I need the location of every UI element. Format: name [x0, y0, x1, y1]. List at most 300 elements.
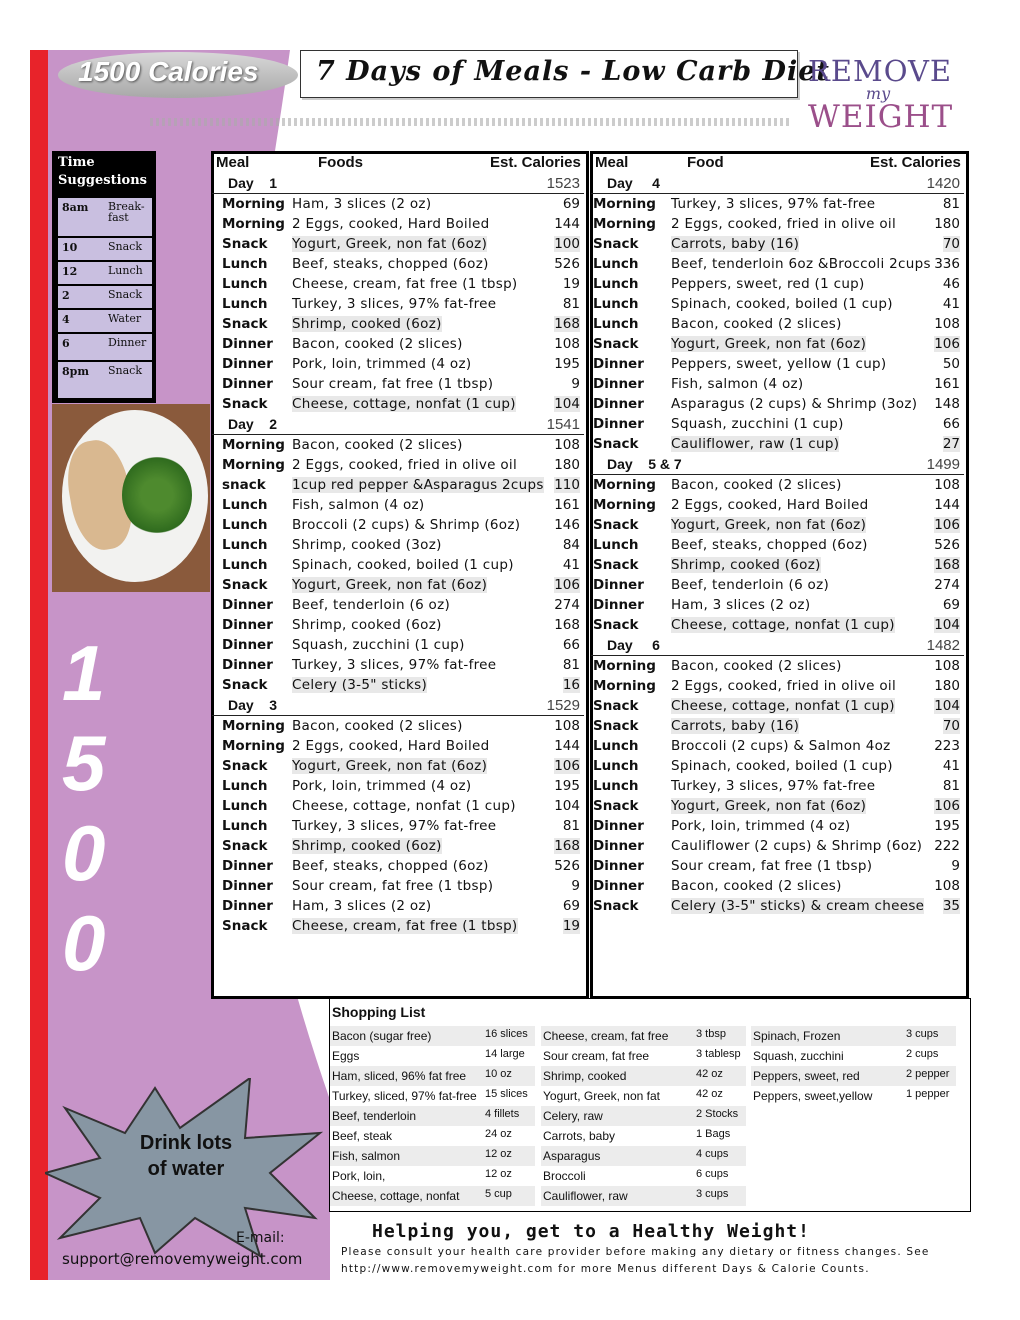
item-quantity: 12 oz	[485, 1168, 512, 1180]
time-row	[58, 238, 152, 261]
food-name: Ham, 3 slices (2 oz)	[671, 597, 811, 613]
meal-type: Morning	[593, 497, 656, 513]
food-name: Shrimp, cooked (6oz)	[292, 316, 442, 332]
food-name: Sour cream, fat free (1 tbsp)	[292, 878, 494, 894]
meal-type: Lunch	[222, 256, 268, 272]
meal-row	[591, 575, 964, 595]
header-foods: Food	[687, 154, 724, 171]
day-label: Day 5 & 7	[607, 456, 682, 472]
meal-type: Morning	[222, 738, 285, 754]
calories-value: 274	[934, 577, 960, 593]
food-name: Bacon, cooked (2 slices)	[292, 437, 463, 453]
food-name: Peppers, sweet, yellow (1 cup)	[671, 356, 887, 372]
food-name: 2 Eggs, cooked, fried in olive oil	[671, 678, 897, 694]
meal-row	[591, 615, 964, 635]
food-name: Bacon, cooked (2 slices)	[671, 316, 842, 332]
calories-value: 66	[562, 637, 580, 653]
item-quantity: 5 cup	[485, 1188, 512, 1200]
item-name: Bacon (sugar free)	[332, 1029, 432, 1043]
item-quantity: 16 slices	[485, 1028, 528, 1040]
meal-type: Morning	[222, 457, 285, 473]
calories-value: 108	[554, 437, 580, 453]
food-name: Turkey, 3 slices, 97% fat-free	[292, 657, 497, 673]
meal-row	[591, 394, 964, 414]
calories-value: 9	[951, 858, 960, 874]
calories-value: 50	[942, 356, 960, 372]
footer-disclaimer: Please consult your health care provider before making any dietary or fitness changes. See	[341, 1246, 930, 1258]
meal-type: Snack	[222, 577, 268, 593]
item-quantity: 6 cups	[696, 1168, 729, 1180]
calories-value: 222	[934, 838, 960, 854]
calories-value: 84	[562, 537, 580, 553]
item-quantity: 42 oz	[696, 1088, 723, 1100]
meal-type: Lunch	[593, 276, 639, 292]
calories-value: 108	[554, 718, 580, 734]
meal-type: Lunch	[222, 557, 268, 573]
food-name: Celery (3-5" sticks)	[292, 677, 428, 693]
food-name: Yogurt, Greek, non fat (6oz)	[671, 336, 867, 352]
meal-row	[591, 314, 964, 334]
time-meal: Lunch	[108, 264, 143, 277]
shopping-list-item	[330, 1166, 535, 1186]
meal-type: Dinner	[222, 858, 273, 874]
big-digit: 1	[62, 629, 106, 717]
item-name: Beef, steak	[332, 1129, 393, 1143]
meal-type: Lunch	[222, 296, 268, 312]
calories-value: 81	[942, 196, 960, 212]
day-header	[591, 454, 964, 475]
day-header	[591, 635, 964, 656]
meal-type: Lunch	[222, 497, 268, 513]
calories-value: 104	[934, 698, 960, 714]
calories-value: 16	[562, 677, 580, 693]
meal-type: Dinner	[222, 878, 273, 894]
shopping-list-item	[541, 1066, 746, 1086]
meal-row	[212, 816, 584, 836]
meal-type: Snack	[593, 557, 639, 573]
time-title-line-1: Time	[58, 155, 95, 170]
item-quantity: 1 Bags	[696, 1128, 731, 1140]
meal-type: Morning	[222, 196, 285, 212]
meal-type: Dinner	[593, 858, 644, 874]
meal-type: Snack	[222, 316, 268, 332]
food-name: Fish, salmon (4 oz)	[292, 497, 425, 513]
item-name: Ham, sliced, 96% fat free	[332, 1069, 467, 1083]
day-header	[212, 414, 584, 435]
item-quantity: 4 fillets	[485, 1108, 520, 1120]
time-row	[58, 334, 152, 361]
meal-type: Dinner	[222, 356, 273, 372]
time-meal: Break-fast	[108, 200, 145, 224]
meal-type: Lunch	[222, 276, 268, 292]
item-quantity: 2 pepper	[906, 1068, 950, 1080]
calories-value: 69	[562, 898, 580, 914]
meal-row	[212, 776, 584, 796]
food-name: Bacon, cooked (2 slices)	[671, 658, 842, 674]
meal-row	[591, 254, 964, 274]
meal-type: Snack	[222, 838, 268, 854]
meal-type: Lunch	[222, 798, 268, 814]
meal-type: Morning	[222, 437, 285, 453]
food-name: Squash, zucchini (1 cup)	[671, 416, 844, 432]
calories-value: 108	[934, 658, 960, 674]
day-label: Day 1	[228, 175, 278, 191]
food-name: 2 Eggs, cooked, Hard Boiled	[292, 216, 490, 232]
meal-row	[212, 334, 584, 354]
calories-value: 104	[554, 798, 580, 814]
shopping-list-item	[751, 1046, 956, 1066]
item-name: Sour cream, fat free	[543, 1049, 650, 1063]
meal-type: Dinner	[222, 898, 273, 914]
drink-water-message	[118, 1130, 254, 1182]
calories-value: 144	[554, 738, 580, 754]
meal-type: Snack	[222, 236, 268, 252]
shopping-list-item	[751, 1026, 956, 1046]
calories-value: 81	[562, 657, 580, 673]
meal-row	[591, 475, 964, 495]
meal-row	[212, 234, 584, 254]
calories-value: 69	[562, 196, 580, 212]
calories-value: 104	[554, 396, 580, 412]
calories-value: 81	[562, 818, 580, 834]
meal-row	[591, 736, 964, 756]
shopping-list-item	[541, 1046, 746, 1066]
meal-type: Snack	[593, 798, 639, 814]
calories-value: 526	[934, 537, 960, 553]
food-name: Celery (3-5" sticks) & cream cheese	[671, 898, 925, 914]
meal-row	[591, 896, 964, 916]
calories-value: 161	[554, 497, 580, 513]
meal-row	[591, 656, 964, 676]
meal-type: Dinner	[222, 617, 273, 633]
water-line-2: of water	[147, 1158, 225, 1180]
calories-value: 180	[554, 457, 580, 473]
meal-type: Snack	[593, 718, 639, 734]
header-foods: Foods	[318, 154, 363, 171]
item-quantity: 42 oz	[696, 1068, 723, 1080]
food-name: Ham, 3 slices (2 oz)	[292, 898, 432, 914]
logo-line-2: my	[865, 84, 891, 103]
food-name: Shrimp, cooked (6oz)	[292, 838, 442, 854]
meal-row	[591, 796, 964, 816]
logo-line-1: REMOVE	[808, 54, 953, 88]
meal-row	[212, 876, 584, 896]
meal-row	[212, 294, 584, 314]
meal-type: Lunch	[222, 537, 268, 553]
food-name: Yogurt, Greek, non fat (6oz)	[292, 758, 488, 774]
day-header	[212, 173, 584, 194]
time-meal: Dinner	[108, 336, 147, 349]
food-name: Bacon, cooked (2 slices)	[292, 336, 463, 352]
meal-row	[212, 595, 584, 615]
food-name: Sour cream, fat free (1 tbsp)	[671, 858, 873, 874]
meal-row	[212, 555, 584, 575]
calories-value: 100	[554, 236, 580, 252]
item-name: Turkey, sliced, 97% fat-free	[332, 1089, 477, 1103]
time-row	[58, 262, 152, 285]
calories-value: 144	[554, 216, 580, 232]
food-name: Asparagus (2 cups) & Shrimp (3oz)	[671, 396, 918, 412]
item-name: Yogurt, Greek, non fat	[543, 1089, 660, 1103]
day-total-calories: 1420	[926, 175, 960, 192]
email-link[interactable]: support@removemyweight.com	[62, 1250, 303, 1268]
food-name: Ham, 3 slices (2 oz)	[292, 196, 432, 212]
item-name: Fish, salmon	[332, 1149, 401, 1163]
time-suggestions-title	[58, 154, 152, 190]
meal-type: Lunch	[593, 738, 639, 754]
food-name: Beef, tenderloin 6oz &Broccoli 2cups	[671, 256, 931, 272]
meal-type: Lunch	[593, 778, 639, 794]
shopping-list-item	[330, 1046, 535, 1066]
food-name: Beef, steaks, chopped (6oz)	[292, 858, 489, 874]
meal-row	[591, 374, 964, 394]
meal-row	[212, 615, 584, 635]
day-label: Day 6	[607, 637, 660, 653]
calories-value: 106	[934, 336, 960, 352]
shopping-list-item	[751, 1086, 956, 1106]
food-name: Cauliflower (2 cups) & Shrimp (6oz)	[671, 838, 923, 854]
food-name: Shrimp, cooked (3oz)	[292, 537, 442, 553]
shopping-list-item	[330, 1106, 535, 1126]
item-name: Peppers, sweet,yellow	[753, 1089, 873, 1103]
food-name: Cheese, cottage, nonfat (1 cup)	[292, 798, 516, 814]
meal-row	[212, 435, 584, 455]
meal-type: Snack	[593, 617, 639, 633]
meal-type: Lunch	[593, 758, 639, 774]
item-quantity: 4 cups	[696, 1148, 729, 1160]
calories-value: 35	[942, 898, 960, 914]
meal-type: Lunch	[222, 517, 268, 533]
food-name: Turkey, 3 slices, 97% fat-free	[292, 296, 497, 312]
item-name: Pork, loin,	[332, 1169, 386, 1183]
calories-value: 168	[554, 838, 580, 854]
food-name: Pork, loin, trimmed (4 oz)	[292, 778, 472, 794]
time-value: 2	[62, 289, 70, 302]
item-quantity: 2 Stocks	[696, 1108, 739, 1120]
food-name: 2 Eggs, cooked, fried in olive oil	[671, 216, 897, 232]
meal-row	[212, 495, 584, 515]
food-name: 2 Eggs, cooked, Hard Boiled	[292, 738, 490, 754]
item-name: Spinach, Frozen	[753, 1029, 841, 1043]
header-calories: Est. Calories	[870, 154, 961, 171]
meal-row	[212, 575, 584, 595]
calories-value: 168	[934, 557, 960, 573]
item-name: Cheese, cream, fat free	[543, 1029, 669, 1043]
meal-type: Snack	[222, 677, 268, 693]
meal-type: Lunch	[222, 818, 268, 834]
time-meal: Water	[108, 312, 142, 325]
meal-row	[591, 816, 964, 836]
time-value: 10	[62, 241, 78, 254]
meal-type: Dinner	[593, 577, 644, 593]
shopping-list-item	[751, 1066, 956, 1086]
item-name: Peppers, sweet, red	[753, 1069, 860, 1083]
page-title: 7 Days of Meals - Low Carb Diet	[316, 56, 830, 87]
water-line-1: Drink lots	[139, 1132, 233, 1154]
meal-row	[591, 214, 964, 234]
food-name: Shrimp, cooked (6oz)	[671, 557, 821, 573]
header-calories: Est. Calories	[490, 154, 581, 171]
calories-value: 195	[934, 818, 960, 834]
broccoli-icon	[122, 455, 192, 535]
meal-type: Snack	[222, 918, 268, 934]
meal-row	[591, 234, 964, 254]
food-name: 2 Eggs, cooked, Hard Boiled	[671, 497, 869, 513]
item-name: Asparagus	[543, 1149, 601, 1163]
time-value: 6	[62, 337, 70, 350]
meal-row	[591, 414, 964, 434]
big-digit: 0	[62, 899, 106, 987]
item-quantity: 3 tbsp	[696, 1028, 726, 1040]
item-quantity: 3 tablesp	[696, 1048, 741, 1060]
meal-type: Lunch	[593, 316, 639, 332]
meal-row	[591, 555, 964, 575]
meal-row	[212, 394, 584, 414]
meal-row	[591, 354, 964, 374]
header-divider	[150, 118, 790, 126]
meal-row	[212, 475, 584, 495]
item-quantity: 12 oz	[485, 1148, 512, 1160]
food-name: Turkey, 3 slices, 97% fat-free	[292, 818, 497, 834]
calories-value: 195	[554, 778, 580, 794]
big-digit: 0	[62, 809, 106, 897]
meal-row	[212, 896, 584, 916]
meal-row	[212, 194, 584, 214]
food-name: Beef, steaks, chopped (6oz)	[292, 256, 489, 272]
item-name: Celery, raw	[543, 1109, 603, 1123]
item-quantity: 3 cups	[906, 1028, 939, 1040]
calories-value: 148	[934, 396, 960, 412]
shopping-list-item	[330, 1126, 535, 1146]
day-total-calories: 1523	[546, 175, 580, 192]
meal-type: Morning	[222, 718, 285, 734]
food-name: Fish, salmon (4 oz)	[671, 376, 804, 392]
meal-type: Lunch	[593, 256, 639, 272]
meal-type: Dinner	[222, 657, 273, 673]
day-total-calories: 1482	[926, 637, 960, 654]
food-name: Turkey, 3 slices, 97% fat-free	[671, 196, 876, 212]
shopping-list-item	[541, 1086, 746, 1106]
food-name: Beef, tenderloin (6 oz)	[671, 577, 830, 593]
meal-row	[212, 655, 584, 675]
food-name: Spinach, cooked, boiled (1 cup)	[671, 296, 893, 312]
calories-value: 180	[934, 216, 960, 232]
calories-value: 274	[554, 597, 580, 613]
meal-row	[212, 716, 584, 736]
meal-row	[212, 374, 584, 394]
meal-row	[212, 756, 584, 776]
meal-type: Dinner	[222, 336, 273, 352]
day-total-calories: 1541	[546, 416, 580, 433]
meal-row	[591, 716, 964, 736]
meal-row	[212, 274, 584, 294]
time-meal: Snack	[108, 364, 143, 377]
item-quantity: 2 cups	[906, 1048, 939, 1060]
food-name: Cauliflower, raw (1 cup)	[671, 436, 840, 452]
calories-value: 106	[934, 517, 960, 533]
meal-type: Dinner	[222, 376, 273, 392]
header-meal: Meal	[216, 154, 250, 171]
calories-value: 168	[554, 316, 580, 332]
food-name: Yogurt, Greek, non fat (6oz)	[671, 798, 867, 814]
calories-value: 108	[934, 477, 960, 493]
item-quantity: 15 slices	[485, 1088, 528, 1100]
meal-type: Morning	[593, 658, 656, 674]
food-name: Yogurt, Greek, non fat (6oz)	[292, 577, 488, 593]
time-row	[58, 198, 152, 237]
email-label: E-mail:	[236, 1230, 285, 1246]
food-name: Bacon, cooked (2 slices)	[671, 477, 842, 493]
item-name: Broccoli	[543, 1169, 586, 1183]
item-name: Squash, zucchini	[753, 1049, 844, 1063]
food-name: Shrimp, cooked (6oz)	[292, 617, 442, 633]
calories-value: 106	[934, 798, 960, 814]
meal-type: Morning	[593, 216, 656, 232]
time-value: 8am	[62, 201, 89, 214]
meal-row	[591, 535, 964, 555]
meal-row	[212, 736, 584, 756]
shopping-list-item	[541, 1126, 746, 1146]
item-quantity: 10 oz	[485, 1068, 512, 1080]
food-name: Broccoli (2 cups) & Shrimp (6oz)	[292, 517, 521, 533]
calories-value: 336	[934, 256, 960, 272]
calories-value: 70	[942, 718, 960, 734]
calories-value: 66	[942, 416, 960, 432]
meal-row	[591, 756, 964, 776]
shopping-list-item	[541, 1186, 746, 1206]
meal-row	[212, 635, 584, 655]
item-quantity: 14 large	[485, 1048, 525, 1060]
meal-row	[591, 434, 964, 454]
day-label: Day 4	[607, 175, 660, 191]
meal-type: Lunch	[222, 778, 268, 794]
meal-type: Morning	[593, 196, 656, 212]
footer-website-link[interactable]: http://www.removemyweight.com for more Menus different Days & Calorie Counts.	[341, 1263, 870, 1275]
shopping-list-item	[330, 1026, 535, 1046]
time-meal: Snack	[108, 240, 143, 253]
meal-row	[591, 515, 964, 535]
food-name: Yogurt, Greek, non fat (6oz)	[292, 236, 488, 252]
day-label: Day 3	[228, 697, 278, 713]
shopping-list-item	[541, 1146, 746, 1166]
meal-type: Snack	[222, 758, 268, 774]
meal-row	[591, 334, 964, 354]
shopping-list-item	[541, 1166, 746, 1186]
calories-value: 70	[942, 236, 960, 252]
meal-row	[212, 535, 584, 555]
logo-line-3: WEIGHT	[808, 99, 954, 135]
calories-value: 223	[934, 738, 960, 754]
meal-type: Morning	[593, 477, 656, 493]
calories-value: 69	[942, 597, 960, 613]
item-name: Beef, tenderloin	[332, 1109, 417, 1123]
meal-row	[591, 676, 964, 696]
meal-row	[212, 254, 584, 274]
shopping-list-item	[541, 1106, 746, 1126]
footer-tagline: Helping you, get to a Healthy Weight!	[372, 1221, 810, 1242]
food-name: Peppers, sweet, red (1 cup)	[671, 276, 865, 292]
meal-type: Dinner	[593, 818, 644, 834]
food-name: Carrots, baby (16)	[671, 718, 800, 734]
calories-value: 104	[934, 617, 960, 633]
calories-value: 106	[554, 758, 580, 774]
item-name: Carrots, baby	[543, 1129, 616, 1143]
time-meal: Snack	[108, 288, 143, 301]
food-name: Cheese, cream, fat free (1 tbsp)	[292, 276, 518, 292]
meal-row	[212, 675, 584, 695]
food-name: Turkey, 3 slices, 97% fat-free	[671, 778, 876, 794]
big-digit: 5	[62, 719, 106, 807]
